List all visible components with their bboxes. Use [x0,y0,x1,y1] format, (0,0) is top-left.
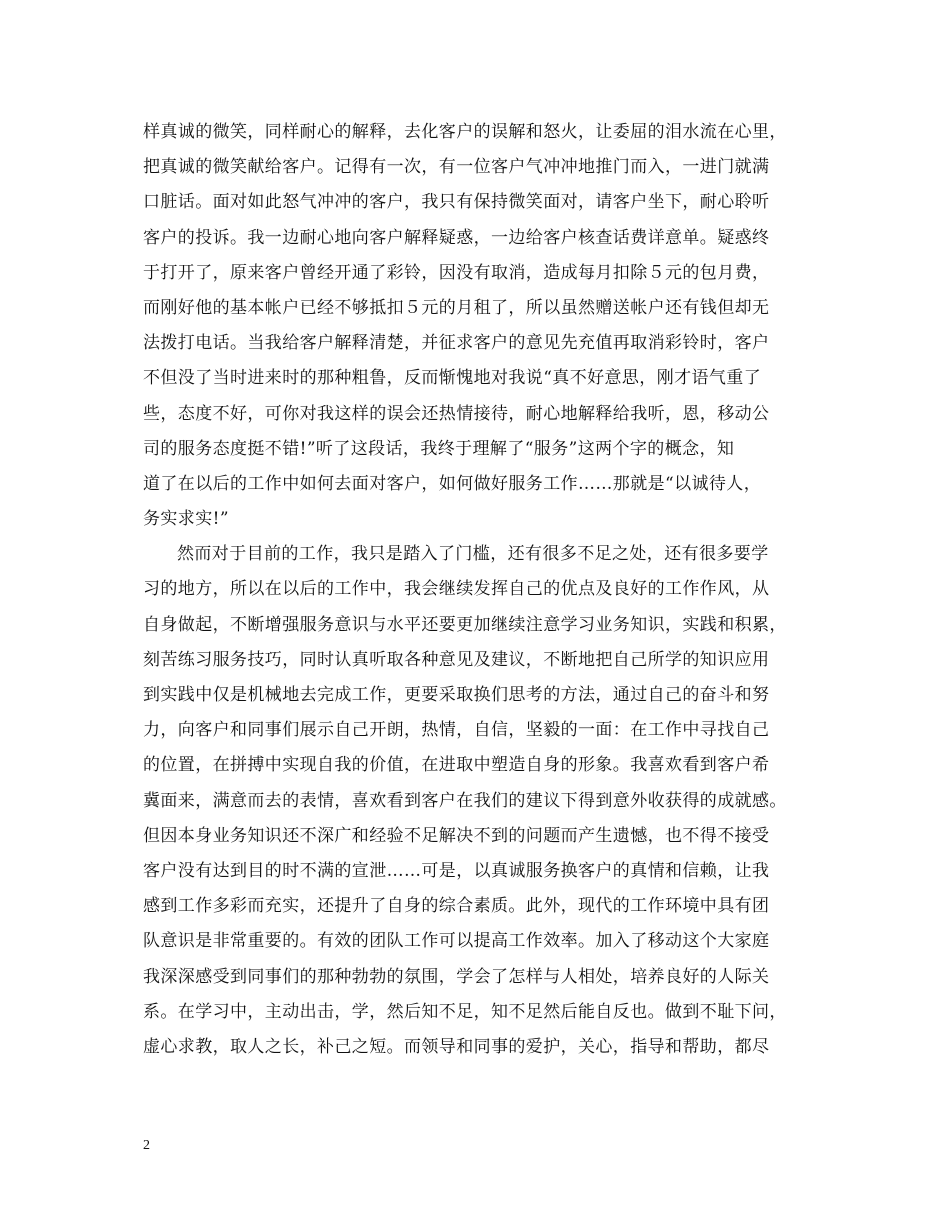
text-line: 队意识是非常重要的。有效的团队工作可以提高工作效率。加入了移动这个大家庭 [143,931,770,952]
text-line: 口脏话。面对如此怒气冲冲的客户，我只有保持微笑面对，请客户坐下，耐心聆听 [143,192,770,213]
text-line: 司的服务态度挺不错!”听了这段话，我终于理解了“服务”这两个字的概念，知 [143,438,735,459]
text-line: 道了在以后的工作中如何去面对客户，如何做好服务工作……那就是“以诚待人， [143,473,762,494]
page-number: 2 [143,1138,150,1153]
text-line: 样真诚的微笑，同样耐心的解释，去化客户的误解和怒火，让委屈的泪水流在心里， [143,122,787,142]
body-text [143,115,843,1065]
text-line: 力，向客户和同事们展示自己开朗，热情，自信，坚毅的一面：在工作中寻找自己 [143,720,770,741]
text-line: 冀面来，满意而去的表情，喜欢看到客户在我们的建议下得到意外收获得的成就感。 [143,790,787,811]
text-line: 些，态度不好，可你对我这样的误会还热情接待，耐心地解释给我听，恩，移动公 [143,403,770,424]
text-line: 法拨打电话。当我给客户解释清楚，并征求客户的意见先充值再取消彩铃时，客户 [143,333,770,354]
text-line: 系。在学习中，主动出击，学，然后知不足，知不足然后能自反也。做到不耻下问， [143,1001,787,1022]
text-line: 感到工作多彩而充实，还提升了自身的综合素质。此外，现代的工作环境中具有团 [143,896,770,917]
text-line: 于打开了，原来客户曾经开通了彩铃，因没有取消，造成每月扣除５元的包月费， [143,262,770,283]
text-line: 不但没了当时进来时的那种粗鲁，反而惭愧地对我说“真不好意思，刚才语气重了 [143,368,762,389]
text-line: 客户没有达到目的时不满的宣泄……可是，以真诚服务换客户的真情和信赖，让我 [143,860,770,881]
text-line: 习的地方，所以在以后的工作中，我会继续发挥自己的优点及良好的工作作风，从 [143,579,770,600]
paragraph-start-line: 然而对于目前的工作，我只是踏入了门槛，还有很多不足之处，还有很多要学 [177,544,769,565]
text-line: 的位置，在拼搏中实现自我的价值，在进取中塑造自身的形象。我喜欢看到客户希 [143,755,770,776]
text-line: 到实践中仅是机械地去完成工作，更要采取换们思考的方法，通过自己的奋斗和努 [143,685,770,705]
text-line: 而刚好他的基本帐户已经不够抵扣５元的月租了，所以虽然赠送帐户还有钱但却无 [143,297,770,318]
text-line: 虚心求教，取人之长，补己之短。而领导和同事的爱护，关心，指导和帮助，都尽 [143,1036,770,1057]
text-line: 刻苦练习服务技巧，同时认真听取各种意见及建议，不断地把自己所学的知识应用 [143,649,770,670]
text-line: 务实求实!” [143,509,229,530]
text-line: 把真诚的微笑献给客户。记得有一次，有一位客户气冲冲地推门而入，一进门就满 [143,157,770,178]
text-line: 客户的投诉。我一边耐心地向客户解释疑惑，一边给客户核查话费详意单。疑惑终 [143,227,770,248]
text-line: 自身做起，不断增强服务意识与水平还要更加继续注意学习业务知识，实践和积累， [143,614,787,635]
text-line: 但因本身业务知识还不深广和经验不足解决不到的问题而产生遗憾，也不得不接受 [143,825,770,846]
text-line: 我深深感受到同事们的那种勃勃的氛围，学会了怎样与人相处，培养良好的人际关 [143,966,770,987]
